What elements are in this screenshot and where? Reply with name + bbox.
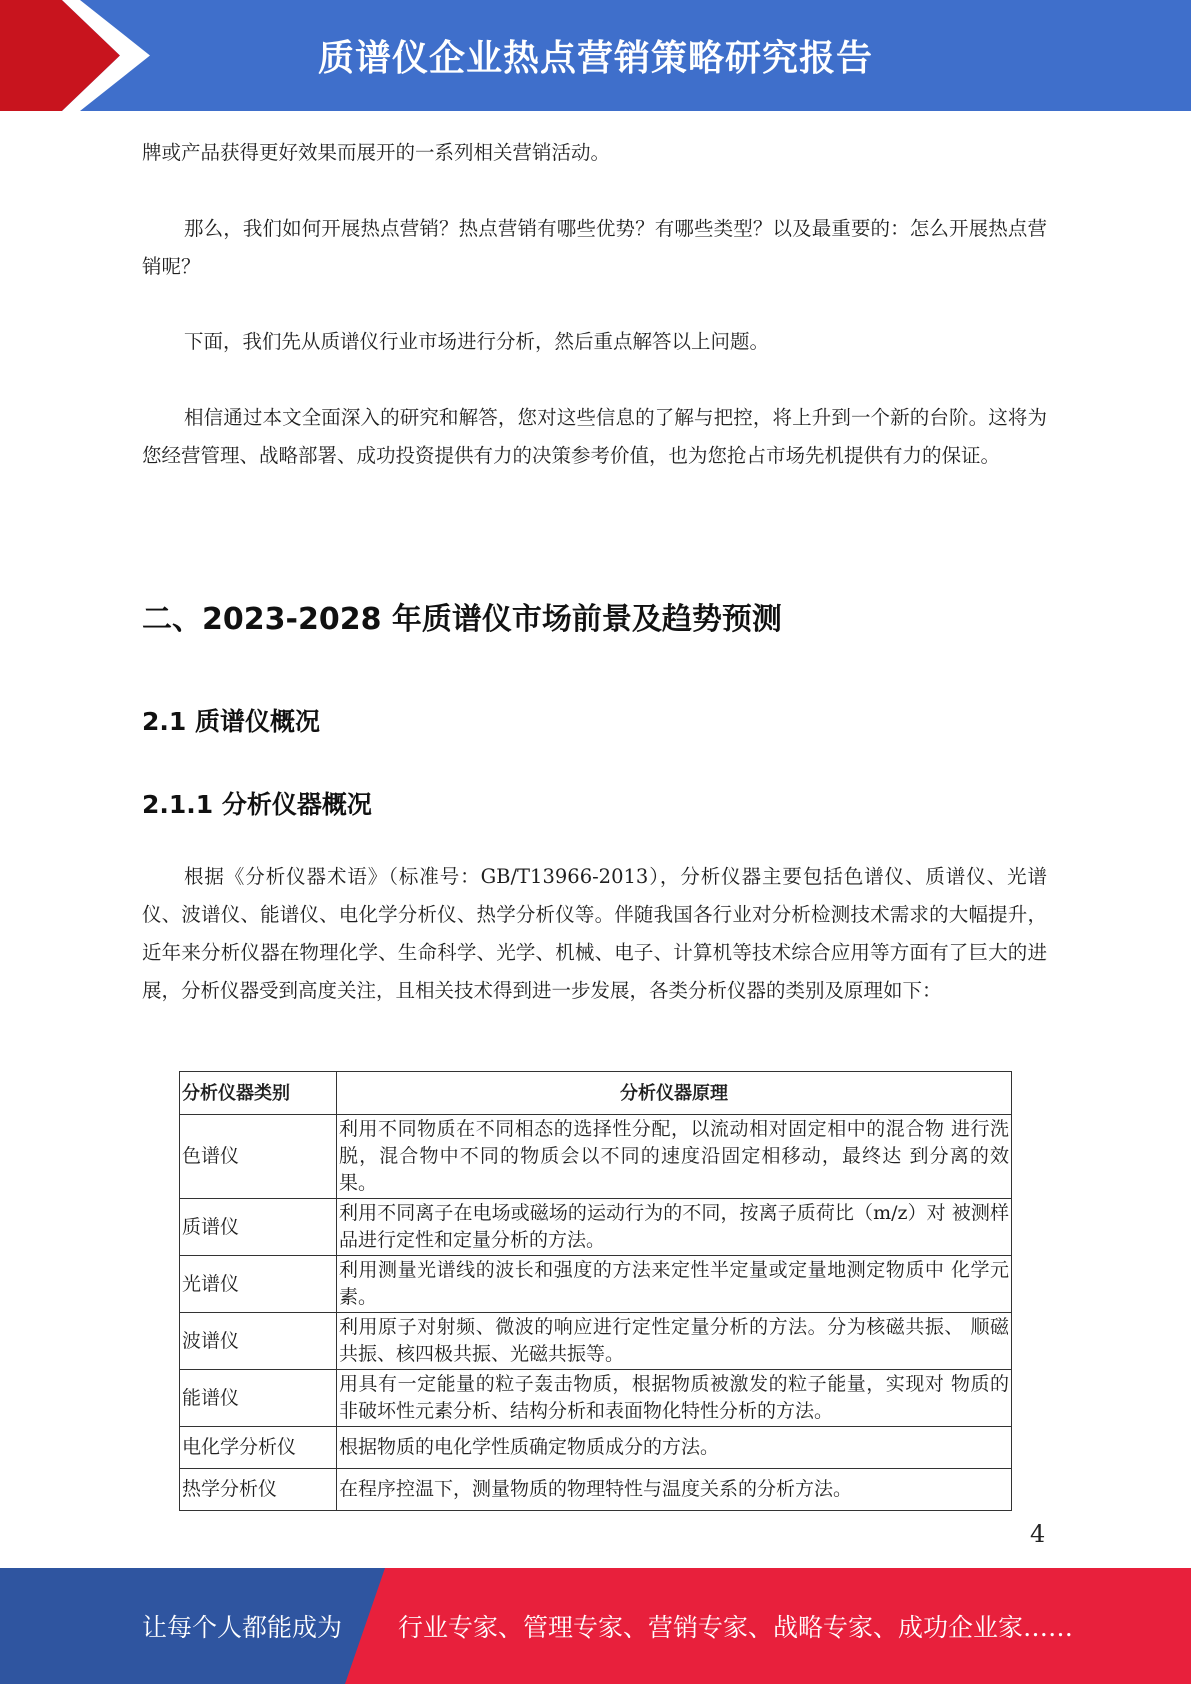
table-cell-principle: 利用测量光谱线的波长和强度的方法来定性半定量或定量地测定物质中 化学元素。 bbox=[337, 1256, 1012, 1313]
subsubsection-heading: 2.1.1 分析仪器概况 bbox=[142, 790, 372, 819]
footer-slogan-right: 行业专家、管理专家、营销专家、战略专家、成功企业家…… bbox=[398, 1613, 1074, 1642]
table-row bbox=[180, 1115, 1012, 1199]
paragraph-instrument-overview: 根据《分析仪器术语》（标准号：GB/T13966-2013），分析仪器主要包括色谱仪、质谱仪、光谱仪、波谱仪、能谱仪、电化学分析仪、热学分析仪等。伴随我国各行业对分析检测技术需求的大幅提升，近年来分析仪器在物理化学、生命科学、光学、机械、电子、计算机等技术综合应用等方面有了巨大的进展，分析仪器受到高度关注，且相关技术得到进一步发展，各类分析仪器的类别及原理如下： bbox=[142, 865, 1047, 1002]
subsection-heading: 2.1 质谱仪概况 bbox=[142, 707, 320, 736]
header-arrow-decoration bbox=[0, 0, 160, 111]
instrument-table bbox=[179, 1071, 1012, 1511]
table-cell-principle: 根据物质的电化学性质确定物质成分的方法。 bbox=[337, 1427, 1012, 1469]
paragraph-continuation: 牌或产品获得更好效果而展开的一系列相关营销活动。 bbox=[142, 141, 611, 164]
page-number: 4 bbox=[1030, 1520, 1046, 1548]
table-header-row bbox=[180, 1072, 1012, 1115]
column-header-principle: 分析仪器原理 bbox=[337, 1072, 1012, 1115]
table-row bbox=[180, 1370, 1012, 1427]
column-header-category: 分析仪器类别 bbox=[180, 1072, 337, 1115]
paragraph-analysis-intro: 下面，我们先从质谱仪行业市场进行分析，然后重点解答以上问题。 bbox=[184, 330, 770, 353]
table-cell-principle: 利用不同离子在电场或磁场的运动行为的不同，按离子质荷比（m/z）对 被测样品进行定性和定量分析的方法。 bbox=[337, 1199, 1012, 1256]
report-title: 质谱仪企业热点营销策略研究报告 bbox=[317, 38, 873, 79]
table-cell-category: 波谱仪 bbox=[180, 1313, 337, 1370]
table-cell-category: 色谱仪 bbox=[180, 1115, 337, 1199]
table-row bbox=[180, 1469, 1012, 1511]
footer-slogan-left: 让每个人都能成为 bbox=[142, 1613, 343, 1642]
page-header bbox=[0, 0, 1191, 111]
table-row bbox=[180, 1313, 1012, 1370]
table-row bbox=[180, 1256, 1012, 1313]
table-cell-principle: 利用不同物质在不同相态的选择性分配，以流动相对固定相中的混合物 进行洗脱，混合物中不同的物质会以不同的速度沿固定相移动，最终达 到分离的效果。 bbox=[337, 1115, 1012, 1199]
page-footer bbox=[0, 1568, 1191, 1684]
table-cell-category: 质谱仪 bbox=[180, 1199, 337, 1256]
table-cell-category: 热学分析仪 bbox=[180, 1469, 337, 1511]
table-row bbox=[180, 1427, 1012, 1469]
table-cell-category: 能谱仪 bbox=[180, 1370, 337, 1427]
table-cell-principle: 在程序控温下，测量物质的物理特性与温度关系的分析方法。 bbox=[337, 1469, 1012, 1511]
table-cell-principle: 利用原子对射频、微波的响应进行定性定量分析的方法。分为核磁共振、 顺磁共振、核四极共振、光磁共振等。 bbox=[337, 1313, 1012, 1370]
section-heading: 二、2023-2028 年质谱仪市场前景及趋势预测 bbox=[142, 602, 782, 637]
paragraph-questions: 那么，我们如何开展热点营销？热点营销有哪些优势？有哪些类型？以及最重要的：怎么开展热点营销呢？ bbox=[142, 217, 1047, 278]
table-cell-category: 光谱仪 bbox=[180, 1256, 337, 1313]
table-cell-category: 电化学分析仪 bbox=[180, 1427, 337, 1469]
paragraph-value: 相信通过本文全面深入的研究和解答，您对这些信息的了解与把控，将上升到一个新的台阶。这将为您经营管理、战略部署、成功投资提供有力的决策参考价值，也为您抢占市场先机提供有力的保证。 bbox=[142, 406, 1047, 467]
table-cell-principle: 用具有一定能量的粒子轰击物质，根据物质被激发的粒子能量，实现对 物质的非破坏性元素分析、结构分析和表面物化特性分析的方法。 bbox=[337, 1370, 1012, 1427]
table-row bbox=[180, 1199, 1012, 1256]
